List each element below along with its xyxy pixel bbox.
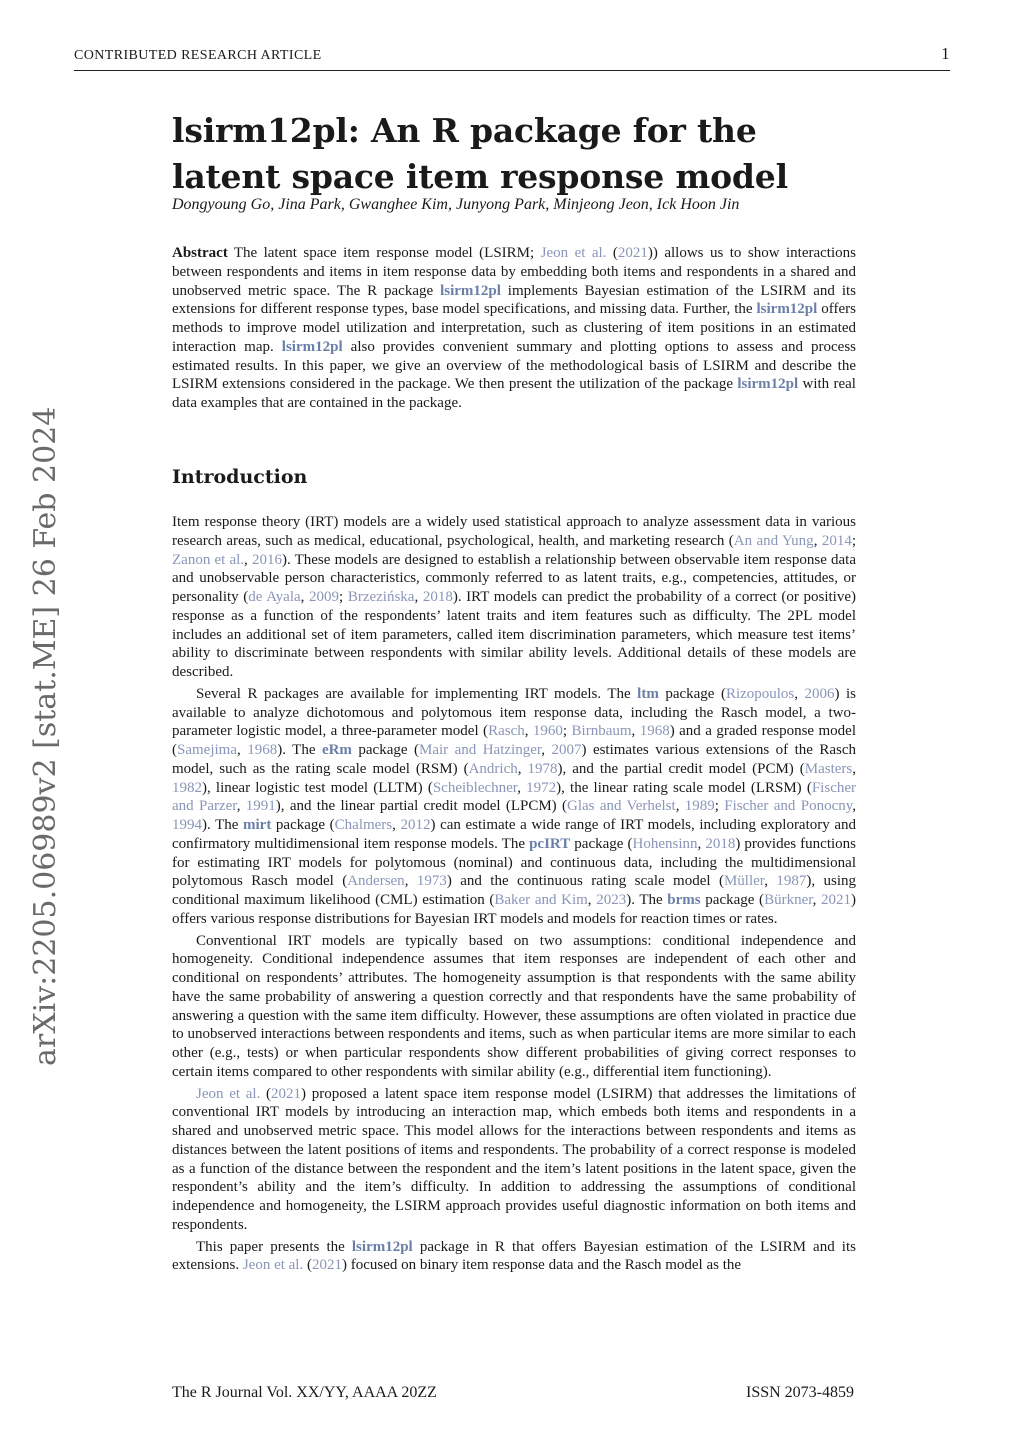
abstract-text: offers methods to improve model utilization and interpretation, such as clustering of item positions in an estimated interaction map.: [172, 301, 856, 355]
body-text: ) provides functions for estimating IRT models for polytomous (nominal) and continuous data, including the multidimensional polytomous Rasch model (: [172, 835, 856, 890]
header-label: CONTRIBUTED RESEARCH ARTICLE: [74, 48, 322, 63]
body-text: ,: [517, 779, 527, 796]
body-text: (: [260, 1085, 272, 1102]
arxiv-identifier: arXiv:2205.06989v2 [stat.ME] 26 Feb 2024: [28, 406, 63, 1066]
body-text: ,: [541, 742, 552, 758]
citation-link[interactable]: An and Yung: [733, 532, 814, 549]
body-text: This paper presents the: [196, 1238, 352, 1255]
body-text: ) is available to analyze dichotomous and polytomous item response data, including the Rasch model, a two-parameter logistic model, a three-parameter model (: [172, 685, 856, 740]
body-text: ,: [631, 723, 640, 740]
citation-link[interactable]: Glas and Verhelst: [567, 798, 676, 815]
abstract-paragraph: [172, 244, 856, 413]
citation-link[interactable]: 1973: [416, 873, 447, 890]
body-text: package (: [570, 835, 633, 852]
intro-paragraph-1: [172, 513, 856, 682]
body-text: ,: [524, 723, 533, 740]
body-text: ). The: [277, 742, 322, 758]
body-text: ) and a graded response model (: [172, 723, 856, 758]
citation-link[interactable]: Brzezińska: [347, 589, 415, 605]
citation-link[interactable]: 2012: [400, 817, 431, 833]
abstract-text: (: [606, 245, 618, 261]
body-text: Several R packages are available for implementing IRT models. The: [196, 685, 638, 702]
body-text: ). The: [202, 817, 243, 833]
body-text: ,: [813, 532, 822, 549]
citation-link[interactable]: Masters: [804, 760, 853, 777]
package-link[interactable]: lsirm12pl: [737, 376, 799, 393]
journal-footer: The R Journal Vol. XX/YY, AAAA 20ZZ: [172, 1384, 437, 1401]
intro-paragraph-5: [172, 1238, 856, 1276]
citation-link[interactable]: Samejima: [177, 742, 237, 758]
page-number: 1: [941, 44, 950, 63]
body-text: ,: [587, 892, 597, 908]
body-text: package (: [700, 892, 765, 908]
body-text: ,: [812, 892, 822, 908]
body-text: ,: [697, 835, 706, 852]
citation-link[interactable]: 2018: [422, 589, 453, 605]
abstract-text: )) allows us to show interactions between respondents and items in item response data by embedding both items and respondents in a shared and unobserved metric space. The R package: [172, 245, 856, 299]
citation-link[interactable]: 1991: [245, 798, 276, 815]
body-text: ;: [562, 723, 572, 740]
body-text: ;: [339, 589, 348, 605]
citation-link[interactable]: 1978: [527, 760, 558, 777]
body-text: ,: [244, 551, 252, 568]
citation-link[interactable]: Rasch: [488, 723, 525, 740]
citation-link[interactable]: Fischer and Ponocny: [724, 798, 853, 815]
citation-link[interactable]: Müller: [723, 873, 765, 890]
citation-link[interactable]: 2006: [804, 685, 835, 702]
package-link[interactable]: pcIRT: [529, 835, 571, 852]
abstract: [172, 244, 856, 413]
body-text: ,: [237, 742, 248, 758]
citation-link[interactable]: Jeon et al.: [242, 1257, 304, 1274]
running-header: [74, 44, 950, 71]
citation-link[interactable]: 2007: [551, 742, 582, 758]
body-text: ), and the linear partial credit model (LPCM) (: [275, 798, 567, 815]
package-link[interactable]: lsirm12pl: [756, 301, 818, 318]
abstract-text: also provides convenient summary and plotting options to assess and process estimated results. In this paper, we give an overview of the methodological basis of LSIRM and describe the LSIRM extensions considered in the package. We then present the utilization of the package: [172, 338, 856, 393]
body-text: ,: [414, 589, 423, 605]
body-text: (: [303, 1257, 312, 1274]
citation-link[interactable]: 1960: [532, 723, 563, 740]
body-text: ,: [404, 873, 417, 890]
body-text: ,: [517, 760, 528, 777]
citation-link[interactable]: 2021: [617, 245, 648, 261]
citation-link[interactable]: 2023: [596, 892, 627, 908]
citation-link[interactable]: Baker and Kim: [494, 892, 588, 908]
citation-link[interactable]: 2021: [311, 1257, 342, 1274]
body-text: ). IRT models can predict the probability of a correct (or positive) response as a function of the respondents’ latent traits and item features such as difficulty. The 2PL model includes an additional set of item parameters, called item discrimination parameters, which measure test items’ ability to discriminate between respondents with similar ability levels. Additional details of these models are described.: [172, 589, 857, 680]
citation-link[interactable]: 2014: [821, 532, 852, 549]
body-text: package (: [658, 685, 726, 702]
issn-footer: ISSN 2073-4859: [745, 1384, 854, 1401]
body-text: ,: [300, 589, 310, 605]
abstract-text: with real data examples that are contained in the package.: [172, 376, 856, 411]
body-text: ) offers various response distributions for Bayesian IRT models and models for reaction times or rates.: [172, 892, 857, 927]
citation-link[interactable]: 2016: [251, 551, 282, 568]
body-text: ) and the continuous rating scale model (: [446, 873, 724, 890]
body-text: ) proposed a latent space item response model (LSIRM) that addresses the limitations of conventional IRT models by introducing an interaction map, which embeds both items and respondents in a shared and unobserved metric space. This model allows for the interactions between respondents and items as distances between the latent positions of items and respondents. The probability of a correct response is modeled as a function of the distance between the respondent and the item’s latent positions in the latent space, given the respondent’s ability and the item’s difficulty. In addition to addressing the assumptions of conditional independence and homogeneity, the LSIRM approach provides useful diagnostic information on both items and respondents.: [172, 1085, 857, 1233]
citation-link[interactable]: 2009: [309, 589, 340, 605]
body-text: ). The: [626, 892, 668, 908]
citation-link[interactable]: 1968: [639, 723, 670, 740]
body-text: Item response theory (IRT) models are a widely used statistical approach to analyze assessment data in various research areas, such as medical, educational, psychological, health, and marketing research (: [172, 514, 856, 549]
package-link[interactable]: mirt: [243, 817, 272, 833]
citation-link[interactable]: 1968: [247, 742, 278, 758]
citation-link[interactable]: Chalmers: [334, 817, 393, 833]
body-text: ), and the partial credit model (PCM) (: [557, 760, 805, 777]
citation-link[interactable]: 2018: [705, 835, 736, 852]
body-text: ;: [714, 798, 725, 815]
citation-link[interactable]: Bürkner: [764, 892, 813, 908]
citation-link[interactable]: 1989: [684, 798, 715, 815]
body-text: ,: [852, 760, 857, 777]
body-text: ) estimates various extensions of the Rasch model, such as the rating scale model (RSM) (: [172, 742, 857, 777]
body-text: ,: [764, 873, 777, 890]
abstract-lead: Abstract: [172, 245, 228, 261]
body-text: package (: [351, 742, 419, 758]
body-text: ), using conditional maximum likelihood (CML) estimation (: [172, 873, 856, 908]
paper-title: lsirm12pl: An R package for the latent space item response model: [172, 111, 788, 196]
citation-link[interactable]: Mair and Hatzinger: [418, 742, 542, 758]
citation-link[interactable]: 1994: [172, 817, 202, 833]
citation-link[interactable]: Jeon et al.: [196, 1085, 261, 1102]
body-text: ,: [794, 685, 805, 702]
abstract-text: The latent space item response model (LSIRM;: [233, 245, 541, 261]
package-link[interactable]: lsirm12pl: [440, 282, 501, 299]
citation-link[interactable]: de Ayala: [248, 589, 301, 605]
body-text: ), linear logistic test model (LLTM) (: [202, 779, 433, 796]
introduction-body: [172, 513, 856, 1275]
citation-link[interactable]: Hohensinn: [632, 835, 698, 852]
body-text: ;: [851, 532, 856, 549]
citation-link[interactable]: Jeon et al.: [540, 245, 607, 261]
body-text: ,: [392, 817, 401, 833]
section-heading-introduction: Introduction: [172, 466, 308, 488]
abstract-text: implements Bayesian estimation of the LSIRM and its extensions for different response types, base model specifications, and missing data. Further, the: [172, 282, 856, 318]
body-text: package (: [271, 817, 335, 833]
citation-link[interactable]: 2021: [821, 892, 852, 908]
body-text: ). These models are designed to establish a relationship between observable item response data and unobservable person characteristics, commonly referred to as latent traits, e.g., competencies, attitudes, or personality (: [172, 551, 856, 605]
package-link[interactable]: lsirm12pl: [281, 338, 343, 355]
citation-link[interactable]: Rizopoulos: [725, 685, 795, 702]
citation-link[interactable]: 1982: [172, 779, 202, 796]
body-text: ), the linear rating scale model (LRSM) (: [556, 779, 812, 796]
package-link[interactable]: eRm: [321, 742, 352, 758]
citation-link[interactable]: Birnbaum: [571, 723, 632, 740]
package-link[interactable]: brms: [667, 892, 701, 908]
body-text: ,: [236, 798, 246, 815]
package-link[interactable]: ltm: [637, 685, 659, 702]
intro-paragraph-2: [172, 685, 856, 929]
citation-link[interactable]: 2021: [271, 1085, 302, 1102]
citation-link[interactable]: Zanon et al.: [172, 551, 245, 568]
body-text: ) can estimate a wide range of IRT models, including exploratory and confirmatory multidimensional item response models. The: [172, 817, 857, 852]
citation-link[interactable]: Andrich: [468, 760, 518, 777]
body-text: ) focused on binary item response data and the Rasch model as the: [341, 1257, 742, 1274]
citation-link[interactable]: Fischer and Parzer: [172, 779, 857, 815]
citation-link[interactable]: 1987: [776, 873, 807, 890]
package-link[interactable]: lsirm12pl: [351, 1238, 413, 1255]
intro-paragraph-3: Conventional IRT models are typically based on two assumptions: conditional independence and homogeneity. Conditional independence assumes that item responses are independent of each other and conditional on respondents’ attributes. The homogeneity assumption is that respondents with the same ability have the same probability of answering a question correctly and that respondents have the same probability of answering a question with the same item difficulty. However, these assumptions are often violated in practice due to unobserved interactions between respondents and items, such as when particular items are more similar to each other (e.g., tests) or when particular respondents show different probabilities of giving correct responses to certain items compared to other respondents with similar ability (e.g., differential item functioning).: [172, 932, 856, 1080]
author-list: Dongyoung Go, Jina Park, Gwanghee Kim, Junyong Park, Minjeong Jeon, Ick Hoon Jin: [172, 196, 740, 213]
citation-link[interactable]: Scheiblechner: [432, 779, 518, 796]
body-text: ,: [675, 798, 685, 815]
citation-link[interactable]: 1972: [526, 779, 557, 796]
body-text: ,: [852, 798, 856, 815]
body-text: package in R that offers Bayesian estimation of the LSIRM and its extensions.: [172, 1238, 856, 1274]
citation-link[interactable]: Andersen: [347, 873, 405, 890]
intro-paragraph-4: [172, 1085, 856, 1235]
